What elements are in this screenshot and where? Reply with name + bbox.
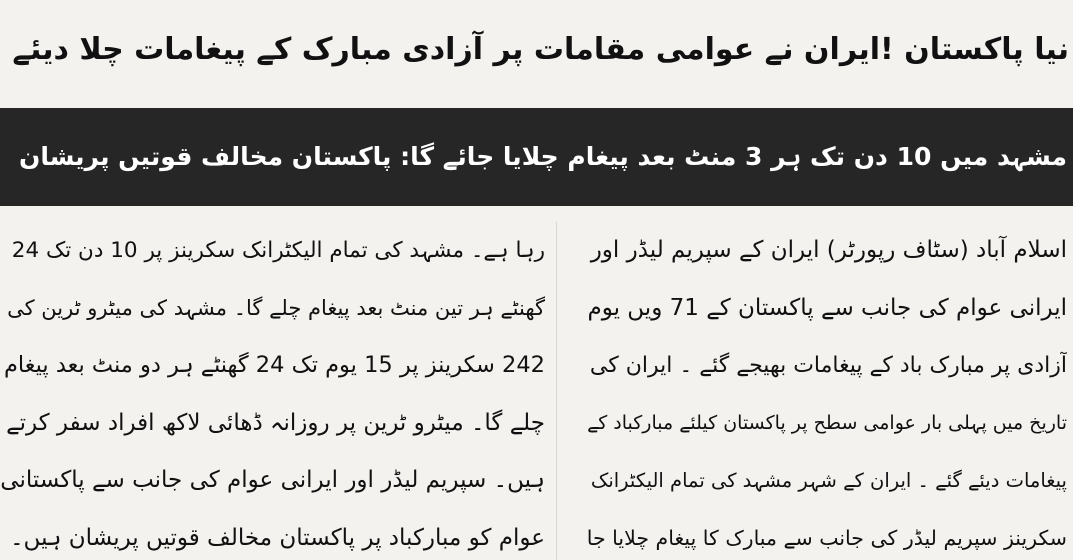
- article-line: سکرینز سپریم لیڈر کی جانب سے مبارک کا پیغام چلایا جا: [586, 525, 1067, 550]
- article-line: رہا ہے۔ مشہد کی تمام الیکٹرانک سکرینز پر 10 دن تک 24: [11, 238, 545, 263]
- article-line: ایرانی عوام کی جانب سے پاکستان کے 71 ویں یوم: [587, 294, 1067, 321]
- headline: نیا پاکستان !ایران نے عوامی مقامات پر آزادی مبارک کے پیغامات چلا دیئے: [12, 32, 1069, 67]
- article-line: آزادی پر مبارک باد کے پیغامات بھیجے گئے ۔ ایران کی: [589, 353, 1067, 378]
- article-line: گھنٹے ہر تین منٹ بعد پیغام چلے گا۔ مشہد کی میٹرو ٹرین کی: [7, 295, 545, 320]
- article-column-right: [585, 222, 1067, 560]
- article-line: عوام کو مبارکباد پر پاکستان مخالف قوتیں پریشان ہیں۔: [10, 524, 545, 551]
- article-line: چلے گا۔ میٹرو ٹرین پر روزانہ ڈھائی لاکھ افراد سفر کرتے: [6, 409, 545, 436]
- article-line: ہیں۔ سپریم لیڈر اور ایرانی عوام کی جانب سے پاکستانی: [0, 467, 545, 493]
- article-column-left: [0, 222, 545, 560]
- article-line: پیغامات دیئے گئے ۔ ایران کے شہر مشہد کی تمام الیکٹرانک: [590, 469, 1067, 492]
- article-line: اسلام آباد (سٹاف رپورٹر) ایران کے سپریم لیڈر اور: [590, 237, 1067, 263]
- subheadline-banner: مشہد میں 10 دن تک ہر 3 منٹ بعد پیغام چلایا جائے گا: پاکستان مخالف قوتیں پریشان: [0, 108, 1073, 206]
- article-line: 242 سکرینز پر 15 یوم تک 24 گھنٹے ہر دو منٹ بعد پیغام: [3, 352, 545, 378]
- column-divider: [556, 222, 557, 560]
- article-line: تاریخ میں پہلی بار عوامی سطح پر پاکستان کیلئے مبارکباد کے: [587, 411, 1067, 434]
